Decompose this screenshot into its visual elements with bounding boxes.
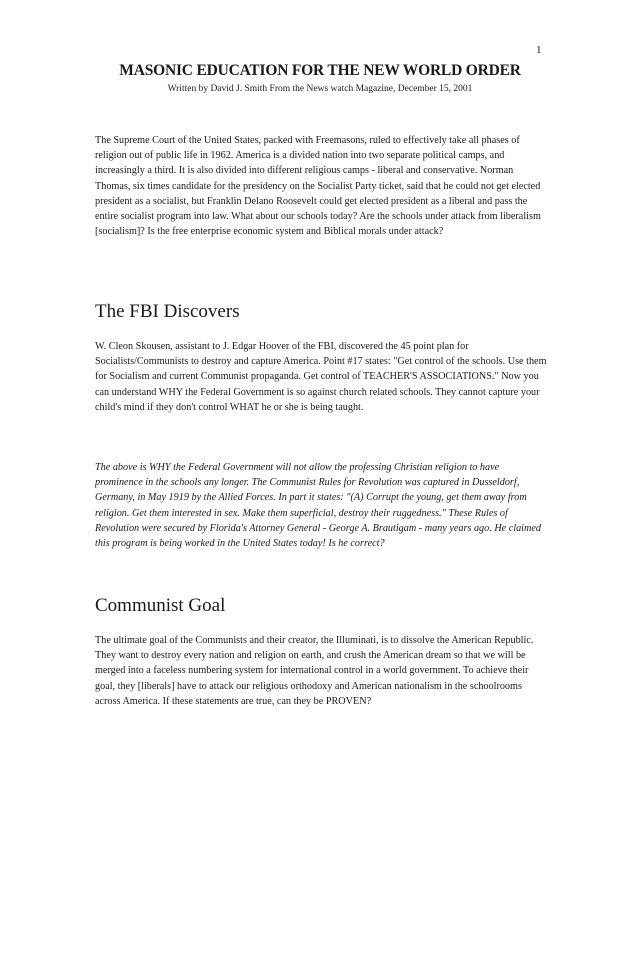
- fbi-paragraph-1: W. Cleon Skousen, assistant to J. Edgar Hoover of the FBI, discovered the 45 point plan for Socialists/Communists to destroy and capture America. Point #17 states: "Get control of the schools. Use them for Socialism and current Communist propaganda. Get control of TEACHER'S ASSOCIATIONS." Now you can understand WHY the Federal Government is so against church related schools. They cannot capture your child's mind if they don't control WHAT he or she is being taught.: [95, 341, 547, 413]
- section-heading-communist-goal: Communist Goal: [95, 595, 226, 616]
- section-heading-fbi: The FBI Discovers: [95, 301, 240, 322]
- page-number: 1: [536, 44, 542, 56]
- document-title: MASONIC EDUCATION FOR THE NEW WORLD ORDER: [119, 62, 521, 79]
- fbi-paragraph-2: The above is WHY the Federal Government will not allow the professing Christian religion to have prominence in the schools any longer. The Communist Rules for Revolution was captured in Dusseldorf, Germany, in May 1919 by the Allied Forces. In part it states: "(A) Corrupt the young, get them away from religion. Get them interested in sex. Make them superficial, destroy their ruggedness." These Rules of Revolution were secured by Florida's Attorney General - George A. Brautigam - many years ago. He claimed this program is being worked in the United States today! Is he correct?: [95, 462, 541, 550]
- intro-paragraph: The Supreme Court of the United States, packed with Freemasons, ruled to effectively take all phases of religion out of public life in 1962. America is a divided nation into two separate political camps, and increasingly a third. It is also divided into different religious camps - liberal and conservative. Norman Thomas, six times candidate for the presidency on the Socialist Party ticket, said that he could not get elected president as a socialist, but Franklin Delano Roosevelt could get elected president as a liberal and pass the entire socialist program into law. What about our schools today? Are the schools under attack from liberalism [socialism]? Is the free enterprise economic system and Biblical morals under attack?: [95, 135, 541, 238]
- document-byline: Written by David J. Smith From the News watch Magazine, December 15, 2001: [167, 84, 473, 94]
- communist-goal-paragraph: The ultimate goal of the Communists and their creator, the Illuminati, is to dissolve the American Republic. They want to destroy every nation and religion on earth, and crush the American dream so that we will be merged into a faceless numbering system for international control in a world government. To achieve their goal, they [liberals] have to attack our religious orthodoxy and American nationalism in the schoolrooms across America. If these statements are true, can they be PROVEN?: [95, 635, 534, 707]
